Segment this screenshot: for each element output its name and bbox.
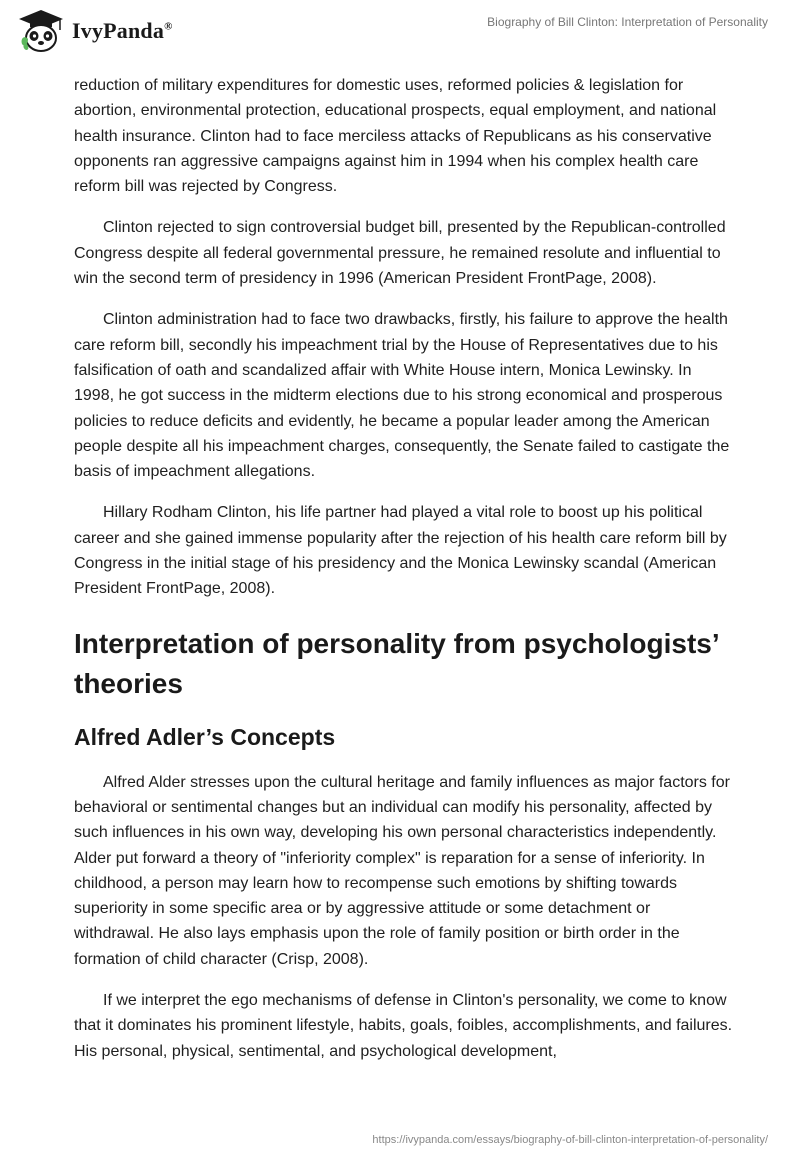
panda-graduate-icon xyxy=(16,8,66,54)
brand-name: IvyPanda® xyxy=(72,18,173,43)
paragraph: reduction of military expenditures for domestic uses, reformed policies & legislation for abortion, environmental protection, educational prospects, equal employment, and national health insurance. Clinton had to face merciless attacks of Republicans as his conservative opponents ran aggressive campaigns against him in 1994 when his complex health care reform bill was rejected by Congress. xyxy=(74,77,717,196)
subsection-heading: Alfred Adler’s Concepts xyxy=(74,723,336,750)
ivypanda-logo[interactable] xyxy=(16,8,173,54)
document-title: Biography of Bill Clinton: Interpretation of Personality xyxy=(487,15,768,29)
paragraph: Hillary Rodham Clinton, his life partner had played a vital role to boost up his political career and she gained immense popularity after the rejection of his health care reform bill by Congress in the initial stage of his presidency and the Monica Lewinsky scandal (American President FrontPage, 2008). xyxy=(74,504,727,598)
page-header xyxy=(0,0,800,64)
source-url[interactable]: https://ivypanda.com/essays/biography-of-bill-clinton-interpretation-of-personality/ xyxy=(372,1134,768,1146)
paragraph: Alfred Alder stresses upon the cultural heritage and family influences as major factors for behavioral or sentimental changes but an individual can modify his personality, affected by such influences in his own way, developing his own personal characteristics independently. Alder put forward a theory of "inferiority complex" is reparation for a sense of inferiority. In childhood, a person may learn how to recompense such emotions by shifting towards superiority in some specific area or by aggressive attitude or some detachment or withdrawal. He also lays emphasis upon the role of family position or birth order in the formation of child character (Crisp, 2008). xyxy=(74,773,730,968)
section-heading: Interpretation of personality from psychologists’ theories xyxy=(74,627,719,699)
paragraph: If we interpret the ego mechanisms of defense in Clinton's personality, we come to know that it dominates his prominent lifestyle, habits, goals, foibles, accomplishments, and failures. His personal, physical, sentimental, and psychological development, xyxy=(74,992,733,1060)
paragraph: Clinton administration had to face two drawbacks, firstly, his failure to approve the health care reform bill, secondly his impeachment trial by the House of Representatives due to his falsification of oath and scandalized affair with White House intern, Monica Lewinsky. In 1998, he got success in the midterm elections due to his strong economical and prosperous policies to reduce deficits and evidently, he became a popular leader among the American people despite all his impeachment charges, consequently, the Senate failed to castigate the basis of impeachment allegations. xyxy=(74,311,730,481)
article-body xyxy=(74,73,734,1080)
paragraph: Clinton rejected to sign controversial budget bill, presented by the Republican-controlled Congress despite all federal governmental pressure, he remained resolute and influential to win the second term of presidency in 1996 (American President FrontPage, 2008). xyxy=(74,219,726,288)
